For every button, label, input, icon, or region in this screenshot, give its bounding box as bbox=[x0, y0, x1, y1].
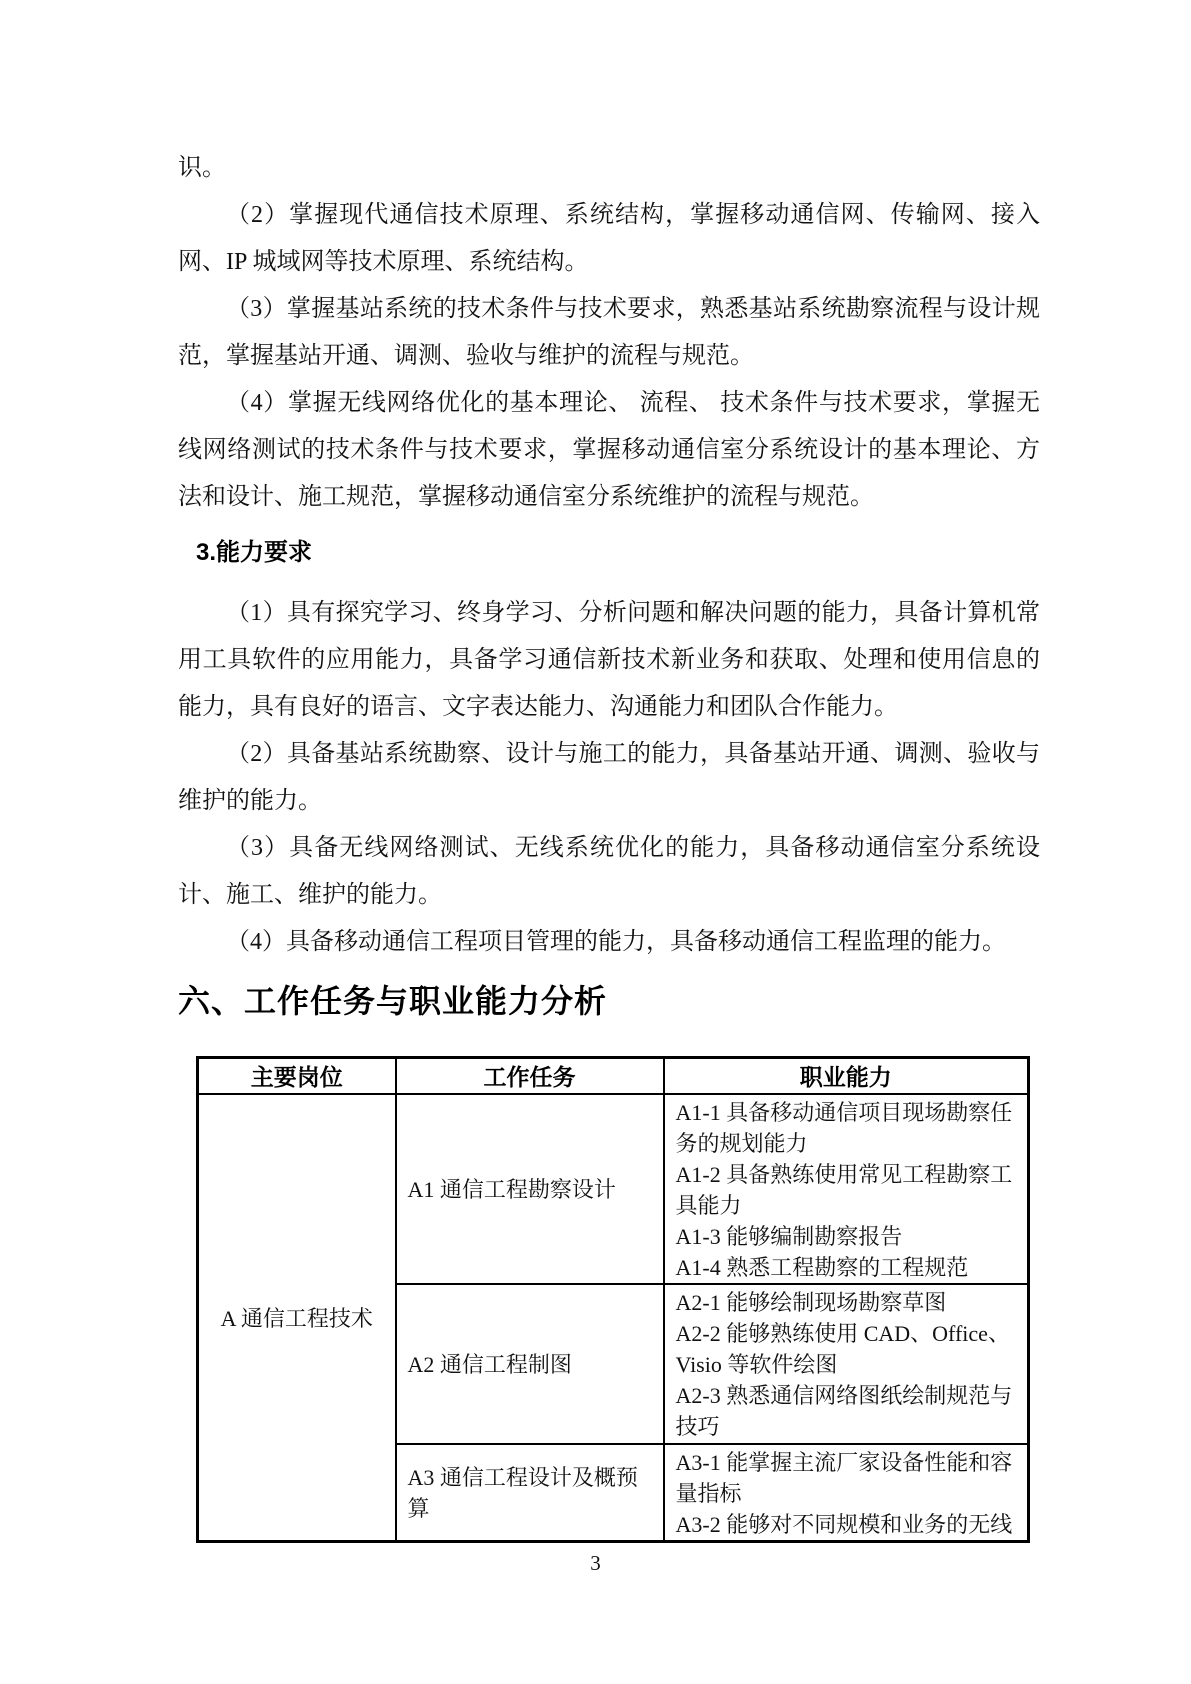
subheading-ability-requirements: 3.能力要求 bbox=[196, 539, 313, 566]
column-header-ability: 职业能力 bbox=[664, 1058, 1029, 1094]
paragraph-ability-1: （1）具有探究学习、终身学习、分析问题和解决问题的能力，具备计算机常用工具软件的应用能力，具备学习通信新技术新业务和获取、处理和使用信息的能力，具有良好的语言、文字表达能力、沟通能力和团队合作能力。 bbox=[178, 600, 1040, 720]
ability-item: A3-1 能掌握主流厂家设备性能和容量指标 bbox=[675, 1449, 1013, 1506]
ability-item: A2-1 能够绘制现场勘察草图 bbox=[675, 1289, 947, 1315]
ability-item: A1-3 能够编制勘察报告 bbox=[675, 1223, 903, 1249]
page-number: 3 bbox=[590, 1550, 601, 1575]
paragraph-ability-2: （2）具备基站系统勘察、设计与施工的能力，具备基站开通、调测、验收与维护的能力。 bbox=[178, 741, 1040, 814]
ability-item: A1-2 具备熟练使用常见工程勘察工具能力 bbox=[675, 1161, 1013, 1218]
table-cell-abilities-a1 bbox=[664, 1094, 1029, 1284]
table-cell-abilities-a2 bbox=[664, 1284, 1029, 1444]
table-header-row bbox=[198, 1058, 1029, 1094]
ability-item: A3-2 能够对不同规模和业务的无线 bbox=[675, 1511, 1013, 1537]
table-cell-task-a2: A2 通信工程制图 bbox=[396, 1284, 664, 1444]
ability-item: A1-4 熟悉工程勘察的工程规范 bbox=[675, 1254, 969, 1280]
ability-item: A2-3 熟悉通信网络图纸绘制规范与技巧 bbox=[675, 1382, 1013, 1439]
table-cell-task-a3: A3 通信工程设计及概预算 bbox=[396, 1444, 664, 1542]
table-row-a1 bbox=[198, 1094, 1029, 1284]
column-header-position: 主要岗位 bbox=[198, 1058, 396, 1094]
ability-item: A1-1 具备移动通信项目现场勘察任务的规划能力 bbox=[675, 1099, 1013, 1156]
table-cell-position: A 通信工程技术 bbox=[198, 1094, 396, 1542]
paragraph-knowledge-4: （4）掌握无线网络优化的基本理论、 流程、 技术条件与技术要求，掌握无线网络测试的技术条件与技术要求，掌握移动通信室分系统设计的基本理论、方法和设计、施工规范，掌握移动通信室分系统维护的流程与规范。 bbox=[178, 390, 1040, 510]
table-cell-task-a1: A1 通信工程勘察设计 bbox=[396, 1094, 664, 1284]
table-cell-abilities-a3 bbox=[664, 1444, 1029, 1542]
paragraph-carryover: 识。 bbox=[178, 155, 226, 181]
page-footer bbox=[0, 1551, 1191, 1576]
paragraph-ability-3: （3）具备无线网络测试、无线系统优化的能力，具备移动通信室分系统设计、施工、维护的能力。 bbox=[178, 835, 1040, 908]
tasks-abilities-table bbox=[196, 1056, 1030, 1543]
paragraph-knowledge-3: （3）掌握基站系统的技术条件与技术要求，熟悉基站系统勘察流程与设计规范，掌握基站开通、调测、验收与维护的流程与规范。 bbox=[178, 296, 1040, 369]
ability-item: A2-2 能够熟练使用 CAD、Office、Visio 等软件绘图 bbox=[675, 1320, 1010, 1377]
paragraph-ability-4: （4）具备移动通信工程项目管理的能力，具备移动通信工程监理的能力。 bbox=[226, 929, 1006, 955]
column-header-task: 工作任务 bbox=[396, 1058, 664, 1094]
section-heading-task-analysis: 六、工作任务与职业能力分析 bbox=[178, 983, 608, 1019]
paragraph-knowledge-2: （2）掌握现代通信技术原理、系统结构，掌握移动通信网、传输网、接入网、IP 城域网等技术原理、系统结构。 bbox=[178, 202, 1040, 275]
